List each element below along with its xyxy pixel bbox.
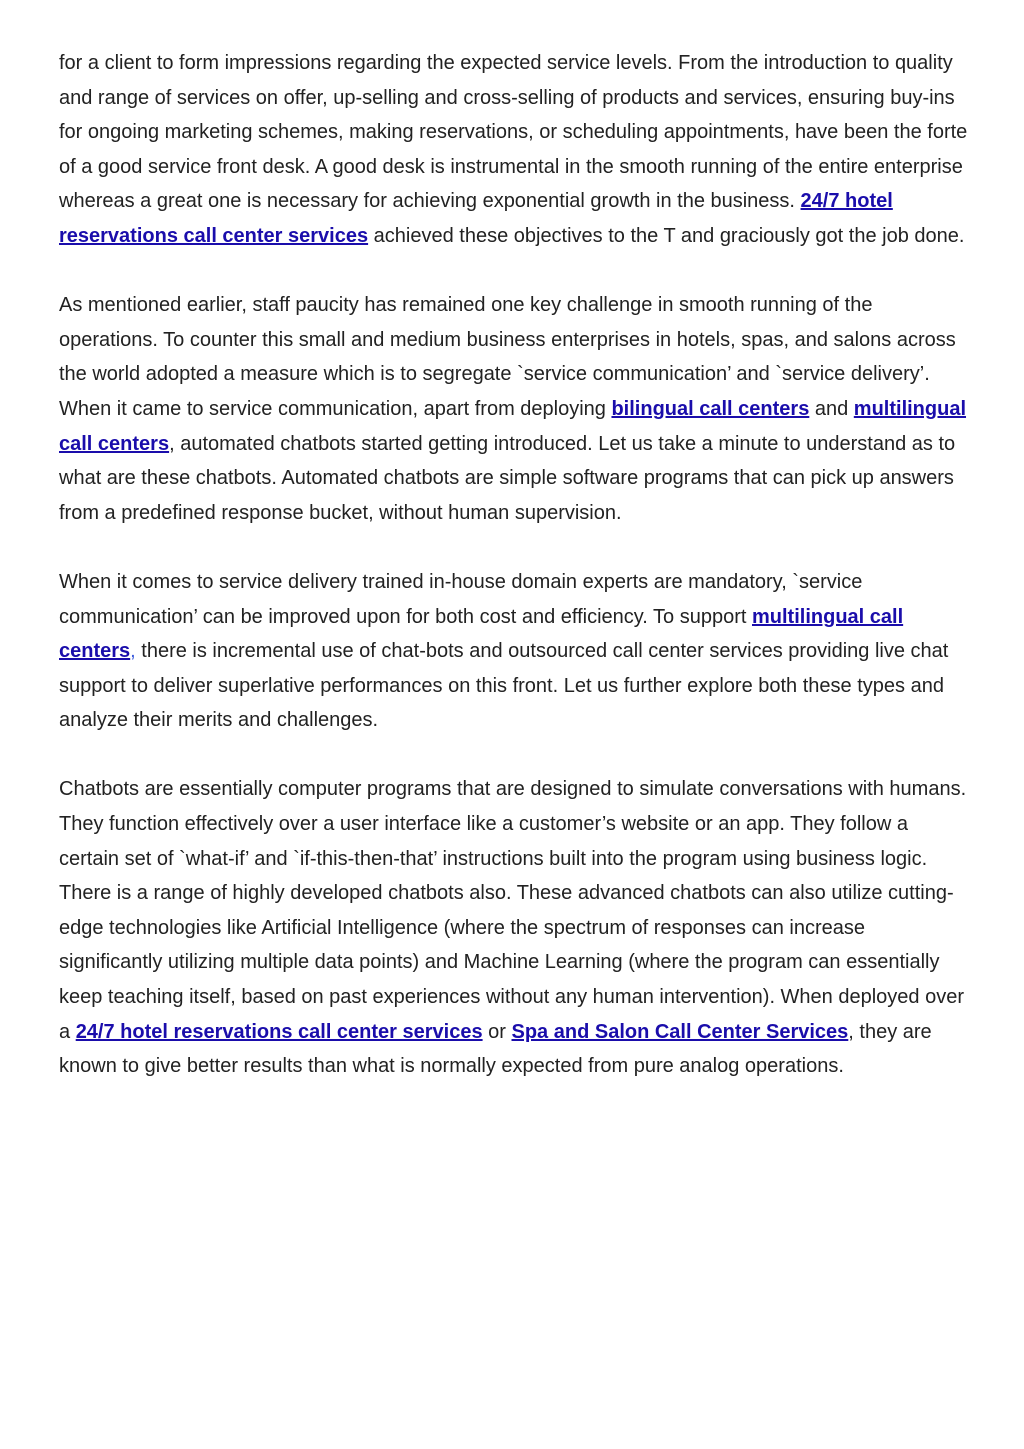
link-multilingual-call-centers-2[interactable]: multilingual call centers <box>59 605 904 663</box>
paragraph-2-text-b: and <box>809 397 854 420</box>
paragraph-2-text-a: As mentioned earlier, staff paucity has remained one key challenge in smooth running of the operations. To counter this small and medium business enterprises in hotels, spas, and salons across the world adopted a measure which is to segregate `service communication’ and `service delivery’. When it came to service communication, apart from deploying <box>59 294 956 420</box>
paragraph-4 <box>59 772 971 1083</box>
document-body <box>59 46 971 1118</box>
link-spa-salon-call-center-services[interactable]: Spa and Salon Call Center Services <box>511 1020 849 1043</box>
paragraph-1 <box>59 46 971 254</box>
link-hotel-reservations-services-2[interactable]: 24/7 hotel reservations call center services <box>75 1020 483 1043</box>
paragraph-4-text-a: Chatbots are essentially computer programs that are designed to simulate conversations with humans. They function effectively over a user interface like a customer’s website or an app. They follow a certain set of `what-if’ and `if-this-then-that’ instructions built into the program using business logic. There is a range of highly developed chatbots also. These advanced chatbots can also utilize cutting-edge technologies like Artificial Intelligence (where the spectrum of responses can increase significantly utilizing multiple data points) and Machine Learning (where the program can essentially keep teaching itself, based on past experiences without any human intervention). When deployed over a <box>59 778 967 1043</box>
paragraph-3-comma: , <box>130 640 136 663</box>
link-bilingual-call-centers[interactable]: bilingual call centers <box>611 397 810 420</box>
paragraph-1-text-b: achieved these objectives to the T and graciously got the job done. <box>368 224 965 247</box>
paragraph-1-text-a: for a client to form impressions regarding the expected service levels. From the introduction to quality and range of services on offer, up-selling and cross-selling of products and services, ensuring buy-ins for ongoing marketing schemes, making reservations, or scheduling appointments, have been the forte of a good service front desk. A good desk is instrumental in the smooth running of the entire enterprise whereas a great one is necessary for achieving exponential growth in the business. <box>59 52 968 213</box>
link-multilingual-call-centers[interactable]: multilingual call centers <box>59 397 967 455</box>
paragraph-3-text-a: When it comes to service delivery trained in-house domain experts are mandatory, `service communication’ can be improved upon for both cost and efficiency. To support <box>59 570 863 628</box>
paragraph-2-text-c: , automated chatbots started getting introduced. Let us take a minute to understand as to what are these chatbots. Automated chatbots are simple software programs that can pick up answers from a predefined response bucket, without human supervision. <box>59 432 956 524</box>
paragraph-4-text-b: or <box>482 1020 512 1043</box>
paragraph-4-text-c: , they are known to give better results than what is normally expected from pure analog operations. <box>59 1020 932 1078</box>
paragraph-3-text-b: there is incremental use of chat-bots and outsourced call center services providing live chat support to deliver superlative performances on this front. Let us further explore both these types and analyze their merits and challenges. <box>59 640 949 732</box>
paragraph-2 <box>59 288 971 530</box>
paragraph-3 <box>59 565 971 738</box>
link-hotel-reservations-services[interactable]: 24/7 hotel reservations call center services <box>59 190 893 247</box>
